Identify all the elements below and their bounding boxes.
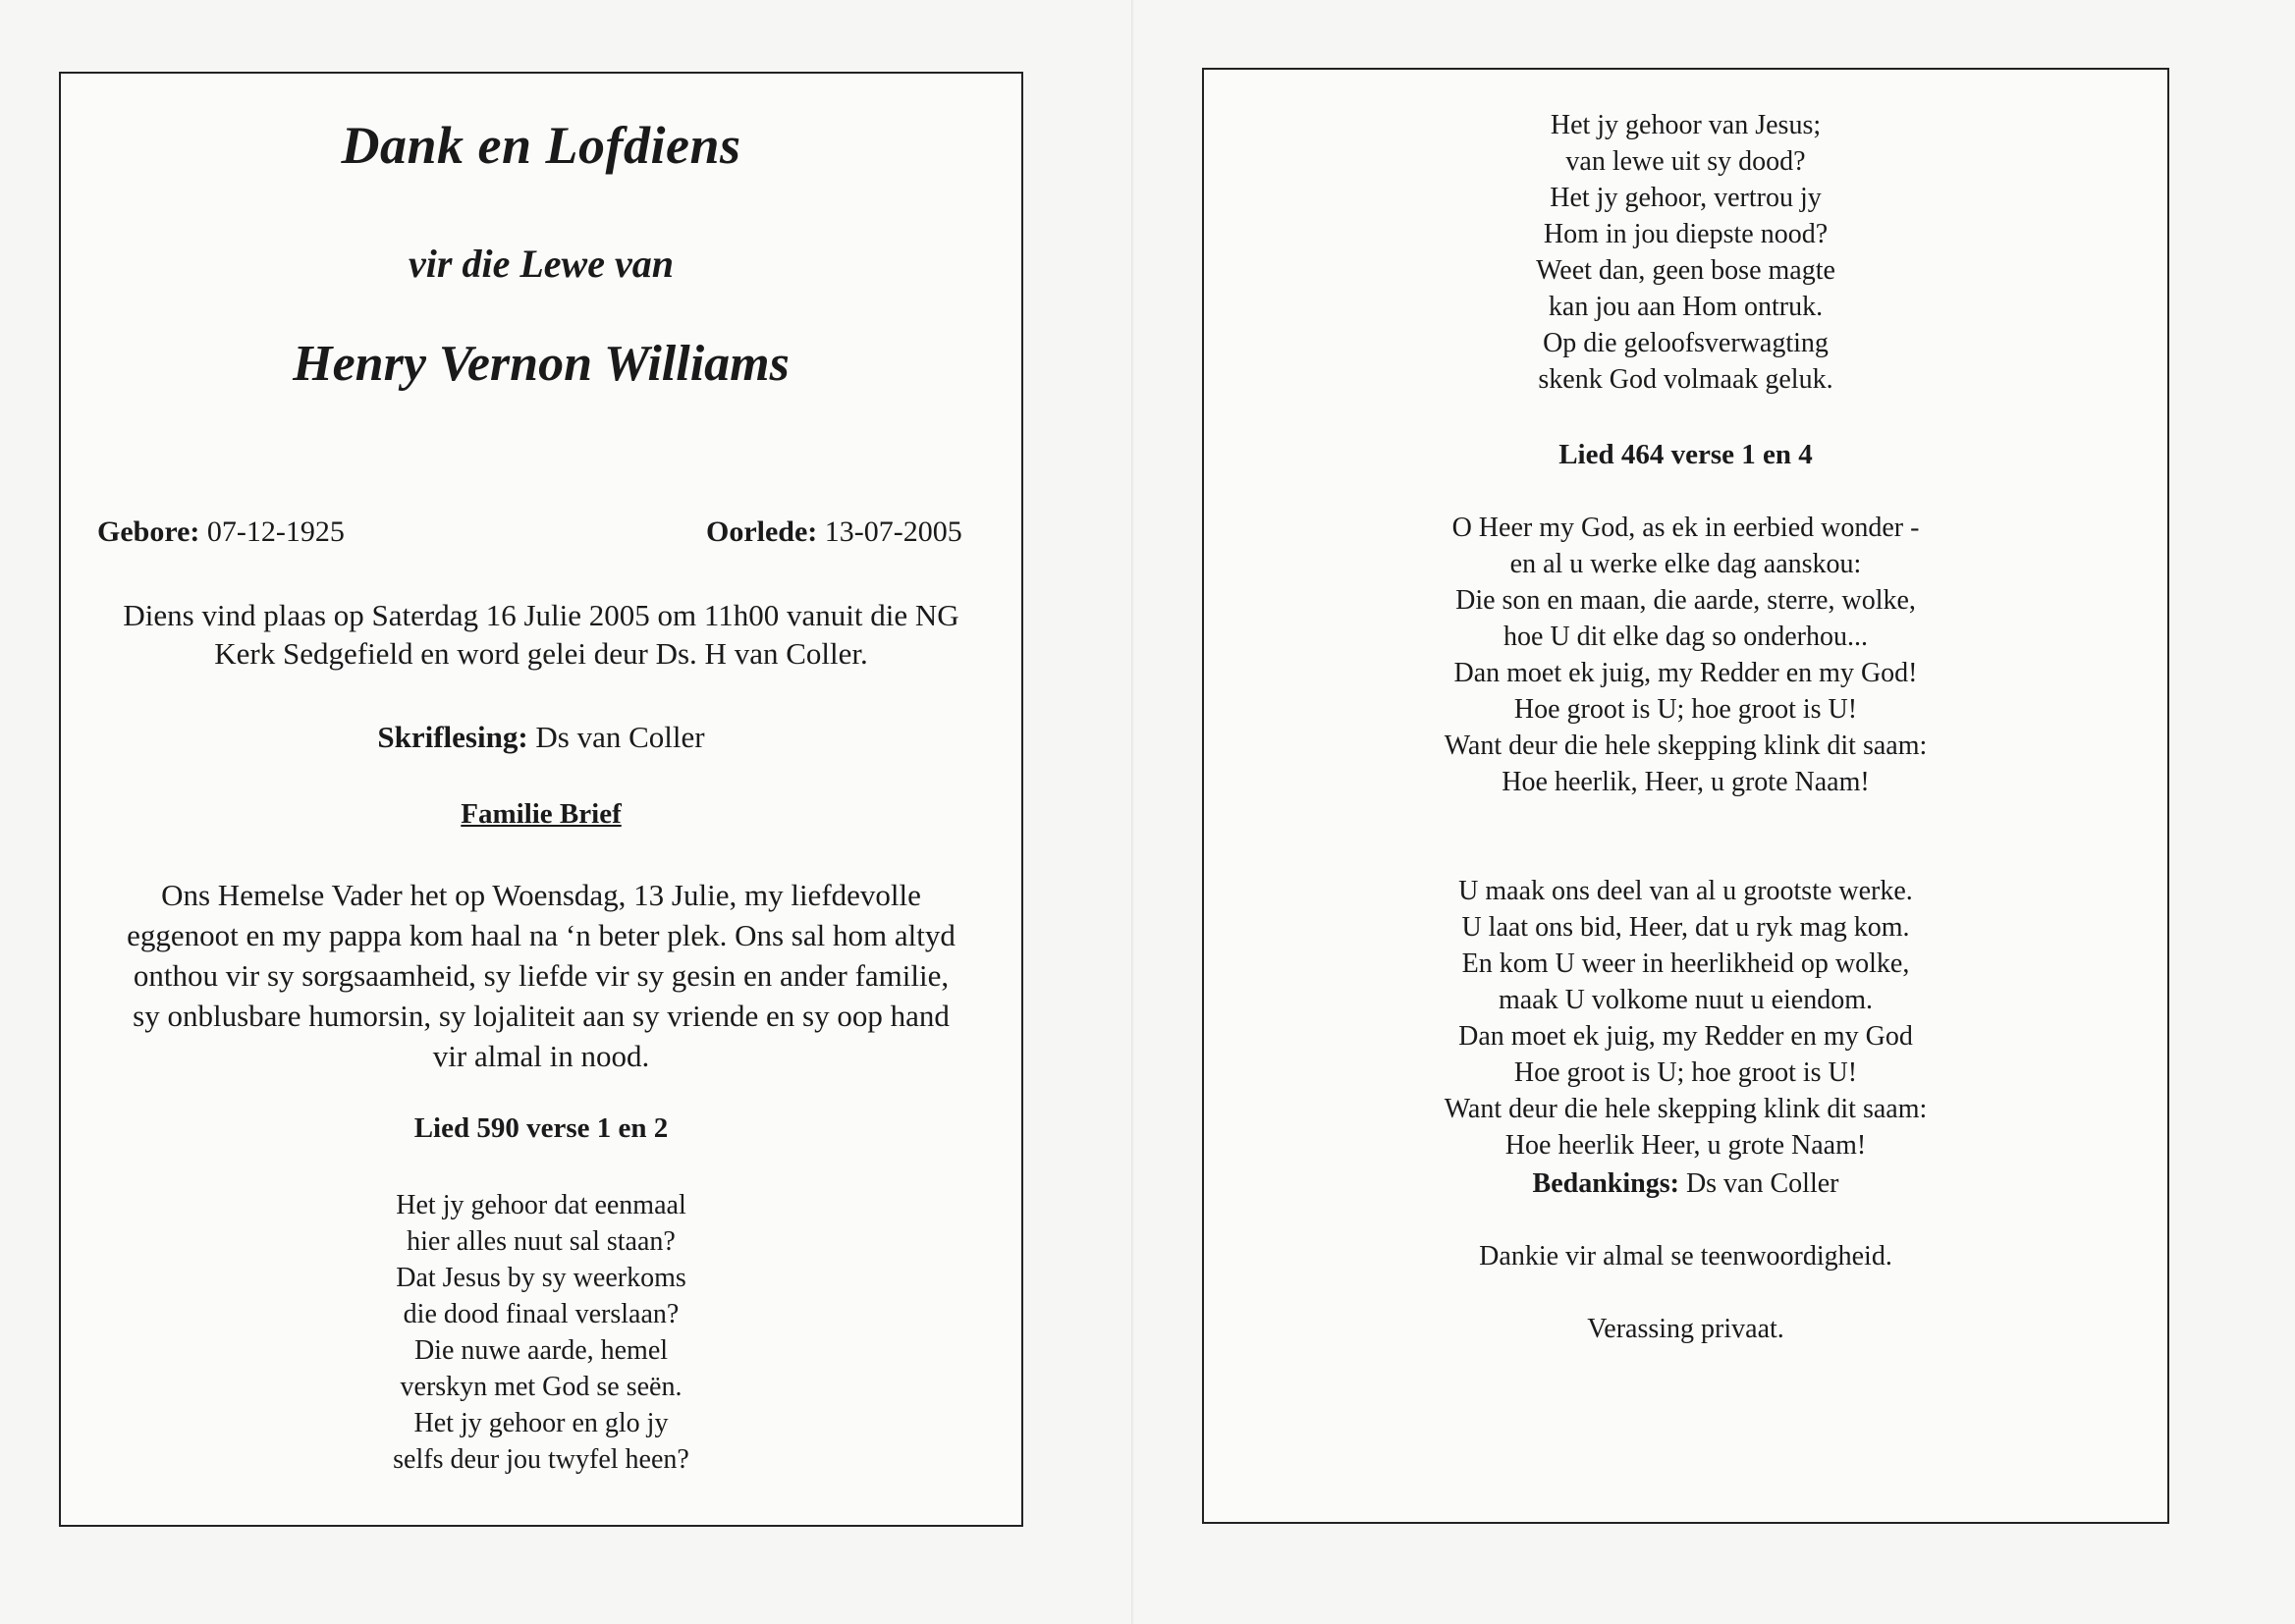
letter-heading [61, 798, 1021, 831]
verse-line: en al u werke elke dag aanskou: [1509, 549, 1862, 579]
left-page [59, 72, 1023, 1527]
verse-line: Want deur die hele skepping klink dit saam: [1444, 1094, 1928, 1124]
reading-label: Skriflesing: [377, 720, 528, 754]
verse-line: Hoe heerlik Heer, u grote Naam! [1504, 1130, 1867, 1161]
reading-value: Ds van Coller [535, 720, 705, 754]
verse-line: O Heer my God, as ek in eerbied wonder - [1451, 513, 1920, 543]
born-date [97, 515, 345, 549]
letter-line: onthou vir sy sorgsaamheid, sy liefde vir sy gesin en ander familie, [133, 958, 950, 993]
letter-line: Ons Hemelse Vader het op Woensdag, 13 Julie, my liefdevolle [161, 878, 921, 912]
verse-line: En kom U weer in heerlikheid op wolke, [1461, 948, 1910, 979]
verse-line: Hoe groot is U; hoe groot is U! [1513, 1057, 1858, 1088]
page-fold [1131, 0, 1134, 1624]
service-details [61, 596, 1021, 673]
verse-line: selfs deur jou twyfel heen? [393, 1444, 689, 1475]
service-line: Kerk Sedgefield en word gelei deur Ds. H van Coller. [214, 636, 868, 671]
thanks-line: Dankie vir almal se teenwoordigheid. [1479, 1241, 1892, 1272]
verse-line: Het jy gehoor, vertrou jy [1550, 183, 1822, 213]
letter-line: eggenoot en my pappa kom haal na ‘n beter plek. Ons sal hom altyd [127, 918, 956, 952]
verse-line: Dan moet ek juig, my Redder en my God! [1453, 658, 1918, 688]
hymn1-verse [61, 1187, 1021, 1478]
verse-line: U maak ons deel van al u grootste werke. [1458, 876, 1913, 906]
hymn1-verse-continued [1204, 107, 2167, 398]
letter-line: vir almal in nood. [432, 1039, 650, 1073]
verse-line: Die nuwe aarde, hemel [413, 1335, 669, 1366]
born-label: Gebore: [97, 515, 200, 548]
hymn2-verse4 [1204, 873, 2167, 1164]
hymn1-heading: Lied 590 verse 1 en 2 [413, 1112, 669, 1144]
verse-line: skenk God volmaak geluk. [1538, 364, 1833, 395]
hymn2-heading: Lied 464 verse 1 en 4 [1558, 439, 1813, 470]
letter-heading-text: Familie Brief [461, 798, 622, 830]
verse-line: Weet dan, geen bose magte [1536, 255, 1835, 286]
verse-line: Want deur die hele skepping klink dit saam: [1444, 731, 1928, 761]
died-value: 13-07-2005 [824, 515, 962, 548]
thanks-value: Ds van Coller [1685, 1168, 1839, 1199]
family-letter [61, 875, 1021, 1076]
born-value: 07-12-1925 [206, 515, 345, 548]
service-subtitle: vir die Lewe van [409, 242, 674, 286]
died-label: Oorlede: [706, 515, 818, 548]
right-page [1202, 68, 2169, 1524]
verse-line: van lewe uit sy dood? [1565, 146, 1806, 177]
cremation-line: Verassing privaat. [1587, 1314, 1784, 1344]
letter-line: sy onblusbare humorsin, sy lojaliteit aan sy vriende en sy oop hand [133, 999, 950, 1033]
verse-line: die dood finaal verslaan? [403, 1299, 680, 1329]
verse-line: Dan moet ek juig, my Redder en my God [1458, 1021, 1913, 1052]
verse-line: Die son en maan, die aarde, sterre, wolke, [1455, 585, 1916, 616]
verse-line: Hoe heerlik, Heer, u grote Naam! [1502, 767, 1870, 797]
deceased-name: Henry Vernon Williams [293, 336, 790, 392]
verse-line: hoe U dit elke dag so onderhou... [1503, 622, 1868, 652]
scripture-reading [61, 718, 1021, 756]
verse-line: hier alles nuut sal staan? [407, 1226, 676, 1257]
service-title: Dank en Lofdiens [341, 116, 741, 175]
verse-line: Hoe groot is U; hoe groot is U! [1513, 694, 1858, 725]
hymn2-verse1 [1204, 510, 2167, 800]
verse-line: Het jy gehoor en glo jy [413, 1408, 669, 1438]
verse-line: U laat ons bid, Heer, dat u ryk mag kom. [1461, 912, 1910, 943]
verse-line: Het jy gehoor dat eenmaal [396, 1190, 686, 1220]
thanks-label: Bedankings: [1532, 1168, 1679, 1199]
service-line: Diens vind plaas op Saterdag 16 Julie 2005 om 11h00 vanuit die NG [123, 598, 959, 632]
thanks-row [1204, 1165, 2167, 1202]
verse-line: Hom in jou diepste nood? [1543, 219, 1829, 249]
verse-line: Dat Jesus by sy weerkoms [396, 1263, 686, 1293]
died-date [706, 515, 962, 549]
verse-line: maak U volkome nuut u eiendom. [1498, 985, 1874, 1015]
verse-line: Op die geloofsverwagting [1543, 328, 1829, 358]
verse-line: Het jy gehoor van Jesus; [1550, 110, 1822, 140]
verse-line: kan jou aan Hom ontruk. [1548, 292, 1824, 322]
verse-line: verskyn met God se seën. [400, 1372, 683, 1402]
